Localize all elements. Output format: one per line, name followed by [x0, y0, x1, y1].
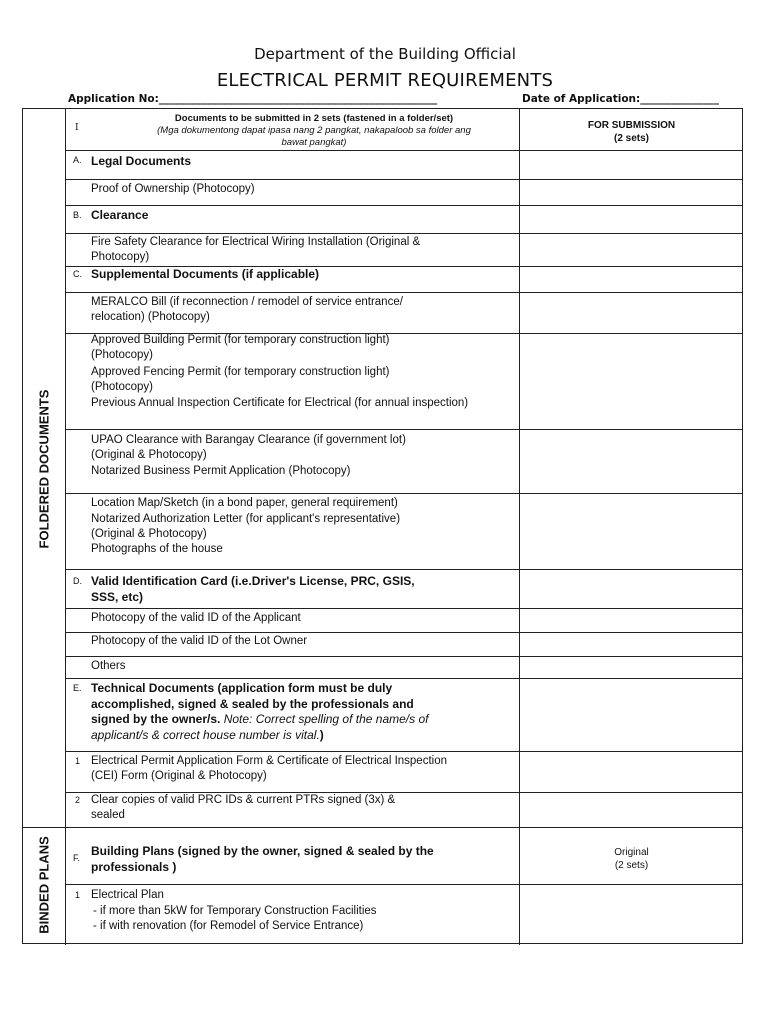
row-line [65, 205, 743, 206]
row-line [65, 632, 743, 633]
section-e-title-4: applicant/s & correct house number is vital.) [91, 728, 324, 742]
section-b-title: Clearance [91, 208, 149, 222]
documents-subheading-1: (Mga dokumentong dapat ipasa nang 2 pangkat, nakapaloob sa folder ang [157, 125, 471, 136]
section-f-marker: F. [73, 853, 81, 863]
item-fencing-permit-1: Approved Fencing Permit (for temporary construction light) [91, 366, 390, 378]
item-upao-1: UPAO Clearance with Barangay Clearance (if government lot) [91, 434, 406, 446]
section-d-marker: D. [73, 576, 82, 586]
row-line [65, 608, 743, 609]
item-others: Others [91, 660, 126, 672]
item-prc-ids-1: Clear copies of valid PRC IDs & current PTRs signed (3x) & [91, 794, 396, 806]
row-line [65, 884, 743, 885]
documents-heading: Documents to be submitted in 2 sets (fastened in a folder/set) [174, 113, 454, 124]
item-authorization-1: Notarized Authorization Letter (for applicant's representative) [91, 513, 401, 525]
submission-sets: (2 sets) [613, 133, 649, 144]
section-f-title-2: professionals ) [91, 860, 177, 874]
row-line [65, 429, 743, 430]
item-f1-number: 1 [75, 890, 81, 900]
section-b-marker: B. [73, 210, 82, 220]
section-e-title-1: Technical Documents (application form must be duly [91, 681, 393, 695]
department-name: Department of the Building Official [254, 45, 516, 63]
section-e-title-2: accomplished, signed & sealed by the professionals and [91, 697, 414, 711]
item-id-applicant: Photocopy of the valid ID of the Applicant [91, 612, 301, 624]
item-building-permit-2: (Photocopy) [91, 349, 154, 361]
side-label-binded: BINDED PLANS [36, 836, 52, 934]
item-fencing-permit-2: (Photocopy) [91, 381, 154, 393]
section-a-marker: A. [73, 155, 82, 165]
submission-column-divider [519, 109, 520, 945]
item-building-permit-1: Approved Building Permit (for temporary construction light) [91, 334, 390, 346]
item-meralco-2: relocation) (Photocopy) [91, 311, 210, 323]
application-no-field[interactable]: Application No:_____________________________________________________ [68, 93, 438, 105]
item-fire-safety-1: Fire Safety Clearance for Electrical Wiring Installation (Original & [91, 236, 421, 248]
row-line [65, 493, 743, 494]
item-annual-inspection: Previous Annual Inspection Certificate for Electrical (for annual inspection) [91, 397, 469, 409]
item-location-map: Location Map/Sketch (in a bond paper, general requirement) [91, 497, 398, 509]
side-column-divider [65, 109, 66, 945]
item-fire-safety-2: Photocopy) [91, 251, 150, 263]
submission-heading: FOR SUBMISSION [587, 120, 676, 131]
item-photographs: Photographs of the house [91, 543, 223, 555]
item-meralco-1: MERALCO Bill (if reconnection / remodel of service entrance/ [91, 296, 403, 308]
item-permit-form-1: Electrical Permit Application Form & Certificate of Electrical Inspection [91, 755, 447, 767]
original-label: Original [614, 847, 649, 858]
item-e2-number: 2 [75, 795, 81, 805]
section-d-title-1: Valid Identification Card (i.e.Driver's License, PRC, GSIS, [91, 574, 415, 588]
item-e1-number: 1 [75, 756, 81, 766]
item-id-lot-owner: Photocopy of the valid ID of the Lot Owner [91, 635, 308, 647]
section-e-marker: E. [73, 683, 82, 693]
date-of-application-field[interactable]: Date of Application:_______________ [522, 93, 719, 105]
section-a-title: Legal Documents [91, 154, 192, 168]
documents-subheading-2: bawat pangkat) [281, 137, 347, 148]
item-authorization-2: (Original & Photocopy) [91, 528, 207, 540]
section-c-marker: C. [73, 269, 82, 279]
row-line [65, 150, 743, 151]
section-f-title-1: Building Plans (signed by the owner, signed & sealed by the [91, 844, 434, 858]
item-electrical-plan-note-1: - if more than 5kW for Temporary Construction Facilities [93, 905, 377, 917]
section-e-title-3: signed by the owner/s. Note: Correct spelling of the name/s of [91, 712, 429, 726]
item-prc-ids-2: sealed [91, 809, 125, 821]
section-c-title: Supplemental Documents (if applicable) [91, 267, 320, 281]
requirements-table [22, 108, 743, 944]
section-divider [23, 827, 743, 828]
row-line [65, 233, 743, 234]
page-title: ELECTRICAL PERMIT REQUIREMENTS [216, 70, 554, 91]
row-line [65, 292, 743, 293]
row-line [65, 751, 743, 752]
header-marker: I [75, 123, 79, 133]
item-upao-2: (Original & Photocopy) [91, 449, 207, 461]
row-line [65, 656, 743, 657]
item-permit-form-2: (CEI) Form (Original & Photocopy) [91, 770, 267, 782]
row-line [65, 569, 743, 570]
item-business-permit: Notarized Business Permit Application (Photocopy) [91, 465, 351, 477]
row-line [65, 678, 743, 679]
side-label-foldered: FOLDERED DOCUMENTS [36, 389, 52, 549]
item-electrical-plan-note-2: - if with renovation (for Remodel of Service Entrance) [93, 920, 364, 932]
original-sets: (2 sets) [614, 860, 649, 871]
section-d-title-2: SSS, etc) [91, 590, 144, 604]
item-proof-of-ownership: Proof of Ownership (Photocopy) [91, 183, 255, 195]
item-electrical-plan: Electrical Plan [91, 889, 164, 901]
row-line [65, 179, 743, 180]
